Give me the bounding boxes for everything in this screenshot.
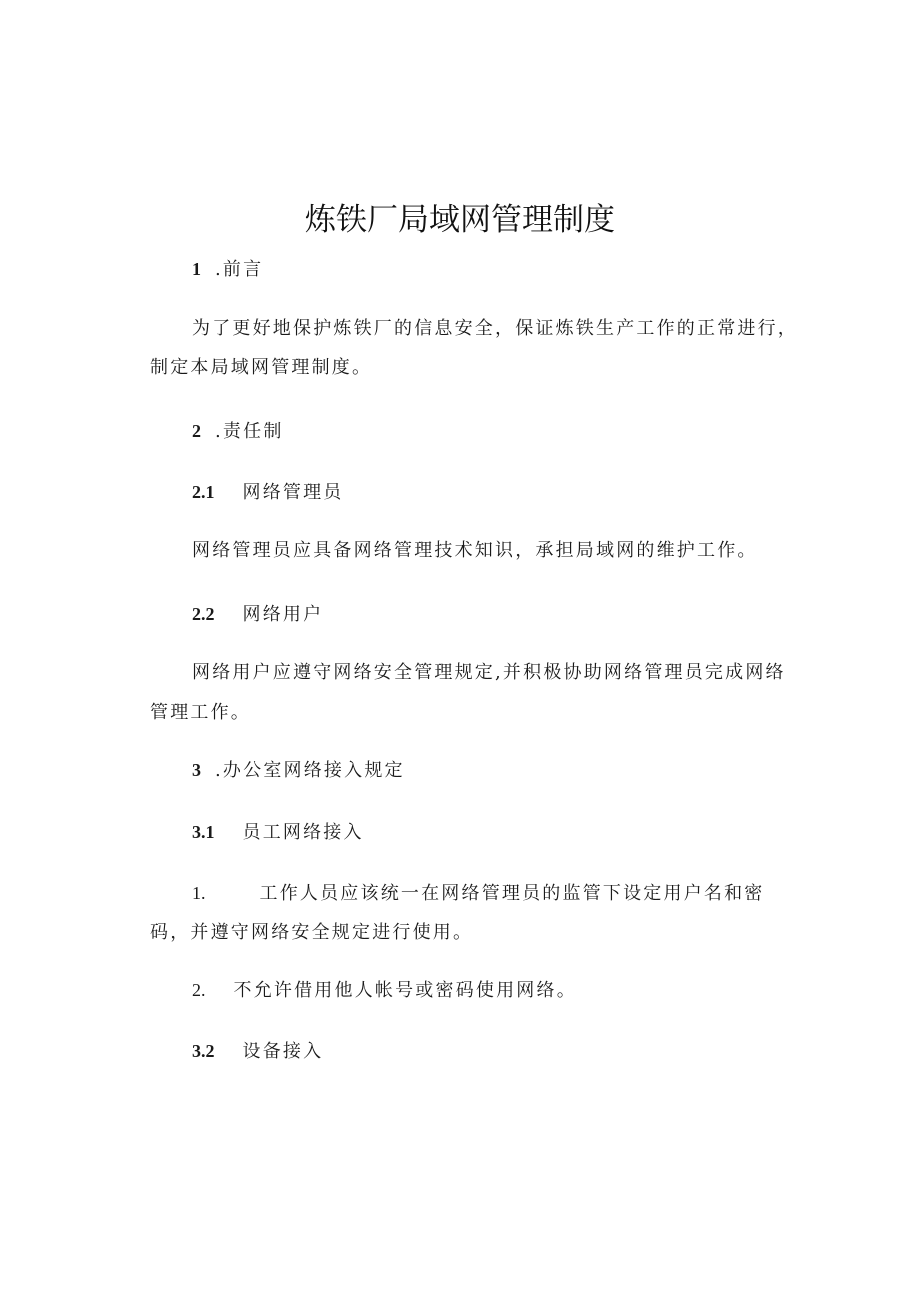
list-item-text: 不允许借用他人帐号或密码使用网络。 <box>233 980 577 1001</box>
subsection-title: 员工网络接入 <box>242 822 364 843</box>
list-item-number: 1. <box>192 883 206 903</box>
paragraph-line: 网络用户应遵守网络安全管理规定,并积极协助网络管理员完成网络 <box>192 662 786 683</box>
subsection-title: 设备接入 <box>242 1041 324 1062</box>
subsection-number: 3.1 <box>192 822 215 842</box>
paragraph-line: 为了更好地保护炼铁厂的信息安全，保证炼铁生产工作的正常进行， <box>192 318 798 339</box>
section-title: .前言 <box>215 259 264 280</box>
paragraph-line: 管理工作。 <box>150 702 251 723</box>
subsection-3-2-heading <box>192 1038 323 1065</box>
list-item-2 <box>192 977 577 1004</box>
subsection-number: 3.2 <box>192 1041 215 1061</box>
document-title: 炼铁厂局域网管理制度 <box>305 202 615 238</box>
paragraph-line: 网络管理员应具备网络管理技术知识，承担局域网的维护工作。 <box>192 540 758 561</box>
subsection-number: 2.1 <box>192 482 215 502</box>
subsection-number: 2.2 <box>192 604 215 624</box>
section-3-heading <box>192 757 405 784</box>
paragraph-line: 制定本局域网管理制度。 <box>150 357 373 378</box>
section-title: .办公室网络接入规定 <box>215 760 405 781</box>
subsection-2-2-heading <box>192 601 323 628</box>
list-item-number: 2. <box>192 980 206 1000</box>
section-1-heading <box>192 256 263 283</box>
section-number: 1 <box>192 259 201 279</box>
subsection-3-1-heading <box>192 819 364 846</box>
subsection-title: 网络管理员 <box>242 482 344 503</box>
list-item-continuation: 码，并遵守网络安全规定进行使用。 <box>150 922 474 943</box>
section-number: 2 <box>192 421 201 441</box>
list-item-1 <box>192 880 765 907</box>
section-number: 3 <box>192 760 201 780</box>
list-item-text: 工作人员应该统一在网络管理员的监管下设定用户名和密 <box>259 883 765 904</box>
section-title: .责任制 <box>215 421 284 442</box>
subsection-title: 网络用户 <box>242 604 324 625</box>
section-2-heading <box>192 418 284 445</box>
subsection-2-1-heading <box>192 479 344 506</box>
